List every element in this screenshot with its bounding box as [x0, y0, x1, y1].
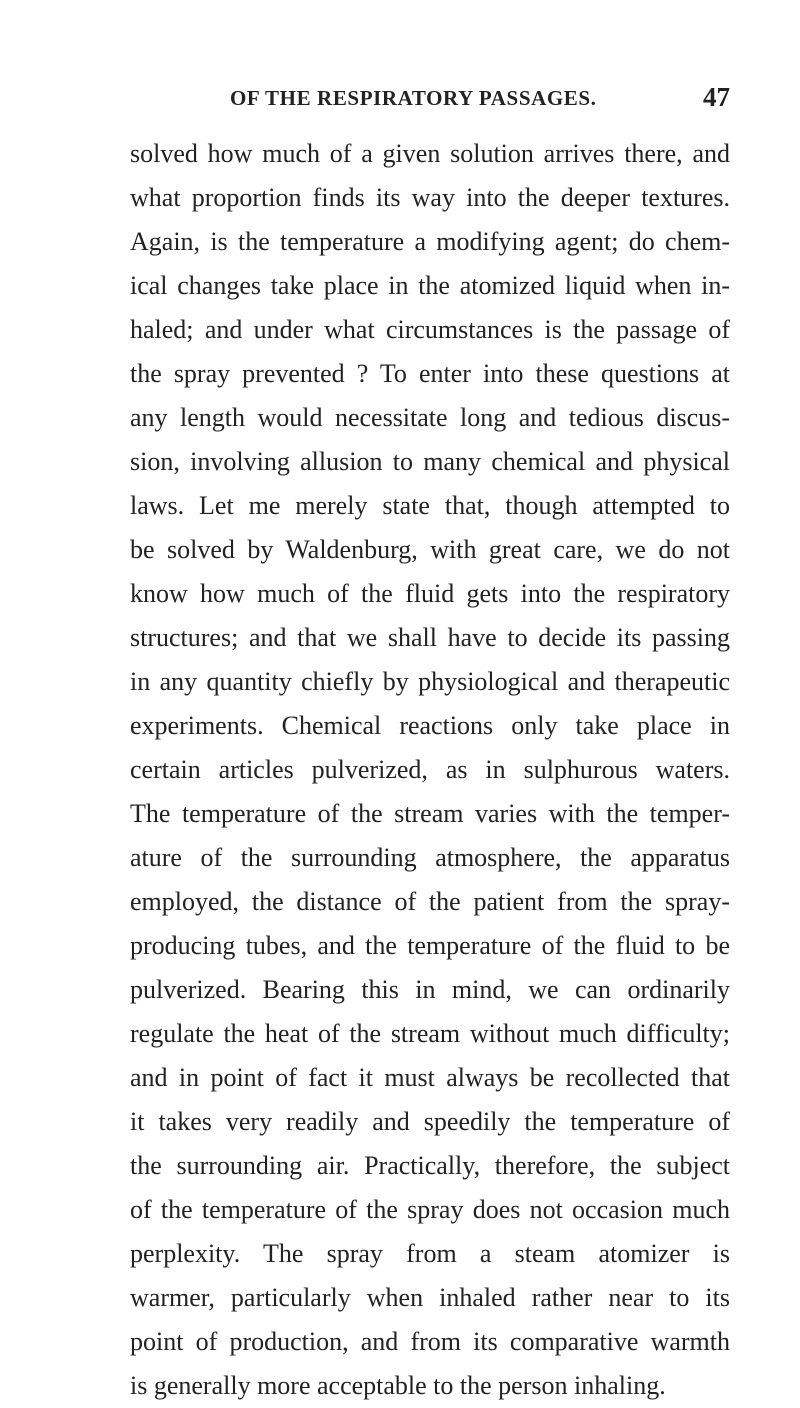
text-line: pulverized. Bearing this in mind, we can ordinarily [130, 975, 730, 1004]
text-line: producing tubes, and the temperature of the fluid to be [130, 931, 730, 960]
text-line: know how much of the fluid gets into the respiratory [130, 579, 730, 608]
text-line: it takes very readily and speedily the temperature of [130, 1107, 730, 1136]
text-line: sion, involving allusion to many chemical and physical [130, 447, 730, 476]
text-line: the spray prevented ? To enter into these questions at [130, 359, 730, 388]
text-line: what proportion finds its way into the deeper textures. [130, 183, 730, 212]
text-line: certain articles pulverized, as in sulphurous waters. [130, 755, 730, 784]
text-line: in any quantity chiefly by physiological and therapeutic [130, 667, 730, 696]
text-line: ical changes take place in the atomized liquid when in- [130, 271, 730, 300]
text-line: point of production, and from its comparative warmth [130, 1327, 730, 1356]
text-line: perplexity. The spray from a steam atomizer is [130, 1239, 730, 1268]
text-line: solved how much of a given solution arrives there, and [130, 139, 730, 168]
text-line: any length would necessitate long and tedious discus- [130, 403, 730, 432]
running-title: OF THE RESPIRATORY PASSAGES. [230, 86, 597, 110]
text-line: is generally more acceptable to the person inhaling. [130, 1371, 666, 1400]
body-text [130, 132, 730, 1408]
running-head [130, 82, 730, 122]
text-line: of the temperature of the spray does not occasion much [130, 1195, 730, 1224]
text-line: Again, is the temperature a modifying agent; do chem- [130, 227, 730, 256]
text-line: experiments. Chemical reactions only take place in [130, 711, 730, 740]
text-line: laws. Let me merely state that, though attempted to [130, 491, 730, 520]
text-line: ature of the surrounding atmosphere, the apparatus [130, 843, 730, 872]
text-line: The temperature of the stream varies with the temper- [130, 799, 730, 828]
text-line: structures; and that we shall have to decide its passing [130, 623, 730, 652]
text-line: and in point of fact it must always be recollected that [130, 1063, 730, 1092]
text-line: employed, the distance of the patient from the spray- [130, 887, 730, 916]
text-line: the surrounding air. Practically, therefore, the subject [130, 1151, 730, 1180]
page-number: 47 [703, 82, 730, 112]
text-line: haled; and under what circumstances is the passage of [130, 315, 730, 344]
text-line: be solved by Waldenburg, with great care, we do not [130, 535, 730, 564]
text-line: regulate the heat of the stream without much difficulty; [130, 1019, 730, 1048]
text-line: warmer, particularly when inhaled rather near to its [130, 1283, 730, 1312]
